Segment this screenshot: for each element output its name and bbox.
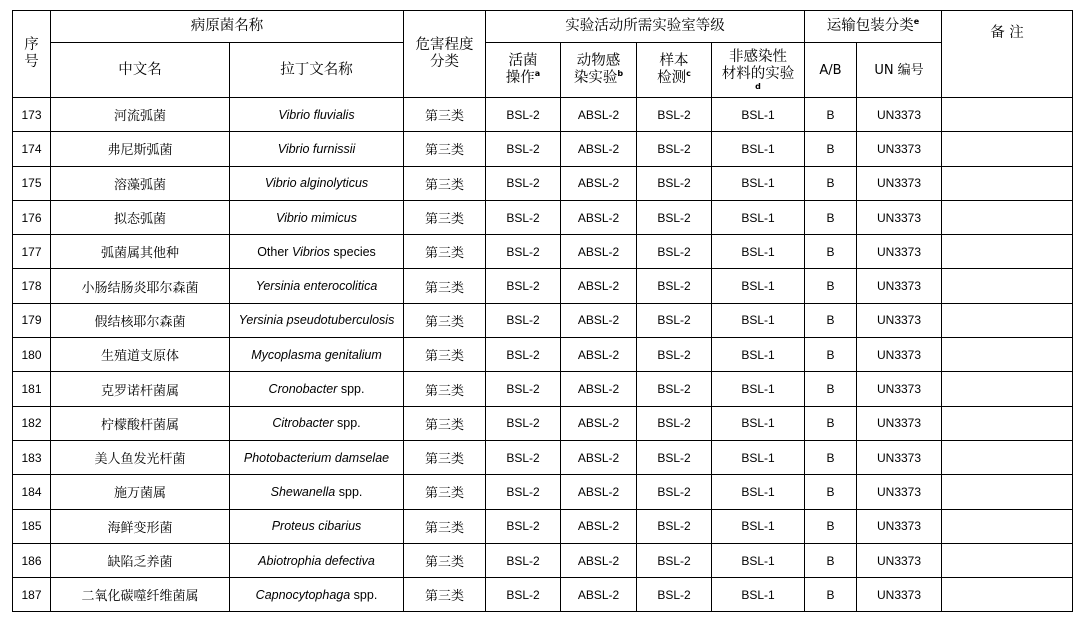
cell-seq: 185 bbox=[13, 509, 51, 543]
header-latin-name: 拉丁文名称 bbox=[230, 43, 404, 98]
cell-hazard: 第三类 bbox=[404, 475, 486, 509]
cell-un: UN3373 bbox=[857, 543, 942, 577]
cell-un: UN3373 bbox=[857, 509, 942, 543]
cell-ab: B bbox=[805, 200, 857, 234]
header-sample-line2: 检测 bbox=[657, 70, 687, 86]
cell-latin-name bbox=[230, 200, 404, 234]
latin-suffix: spp. bbox=[335, 484, 363, 499]
header-animal-line1: 动物感 bbox=[576, 53, 621, 69]
cell-remarks bbox=[942, 98, 1073, 132]
cell-noninfectious: BSL-1 bbox=[712, 200, 805, 234]
cell-un: UN3373 bbox=[857, 338, 942, 372]
cell-latin-name bbox=[230, 372, 404, 406]
cell-latin-name bbox=[230, 509, 404, 543]
table-row bbox=[13, 338, 1073, 372]
cell-latin-name bbox=[230, 543, 404, 577]
cell-seq: 187 bbox=[13, 578, 51, 612]
header-live-culture bbox=[486, 43, 561, 98]
cell-seq: 179 bbox=[13, 303, 51, 337]
cell-chinese-name: 施万菌属 bbox=[51, 475, 230, 509]
cell-animal: ABSL-2 bbox=[561, 269, 637, 303]
header-noninfectious bbox=[712, 43, 805, 98]
cell-sample: BSL-2 bbox=[637, 166, 712, 200]
cell-hazard: 第三类 bbox=[404, 166, 486, 200]
cell-seq: 174 bbox=[13, 132, 51, 166]
table-row bbox=[13, 578, 1073, 612]
cell-live-culture: BSL-2 bbox=[486, 303, 561, 337]
cell-noninfectious: BSL-1 bbox=[712, 98, 805, 132]
table-row bbox=[13, 475, 1073, 509]
latin-italic: Vibrio furnissii bbox=[277, 141, 356, 156]
header-remarks: 备 注 bbox=[942, 11, 1073, 98]
cell-noninfectious: BSL-1 bbox=[712, 303, 805, 337]
cell-chinese-name: 缺陷乏养菌 bbox=[51, 543, 230, 577]
cell-remarks bbox=[942, 235, 1073, 269]
latin-italic: Shewanella bbox=[270, 484, 336, 499]
latin-suffix: spp. bbox=[350, 587, 378, 602]
table-row bbox=[13, 303, 1073, 337]
cell-un: UN3373 bbox=[857, 132, 942, 166]
cell-noninfectious: BSL-1 bbox=[712, 406, 805, 440]
table-row bbox=[13, 509, 1073, 543]
table-row bbox=[13, 98, 1073, 132]
cell-hazard: 第三类 bbox=[404, 269, 486, 303]
cell-live-culture: BSL-2 bbox=[486, 440, 561, 474]
header-lab-level: 实验活动所需实验室等级 bbox=[486, 11, 805, 43]
latin-prefix: Other bbox=[257, 244, 292, 259]
cell-noninfectious: BSL-1 bbox=[712, 578, 805, 612]
header-live-culture-line2: 操作 bbox=[505, 70, 535, 86]
cell-noninfectious: BSL-1 bbox=[712, 372, 805, 406]
table-row bbox=[13, 235, 1073, 269]
cell-sample: BSL-2 bbox=[637, 338, 712, 372]
cell-seq: 176 bbox=[13, 200, 51, 234]
cell-seq: 177 bbox=[13, 235, 51, 269]
table-body bbox=[13, 98, 1073, 612]
header-seq-label: 序号 bbox=[24, 37, 39, 70]
cell-latin-name bbox=[230, 338, 404, 372]
header-transport bbox=[805, 11, 942, 43]
latin-italic: Yersinia enterocolitica bbox=[255, 279, 378, 294]
cell-sample: BSL-2 bbox=[637, 543, 712, 577]
table-row bbox=[13, 372, 1073, 406]
latin-italic: Capnocytophaga bbox=[255, 587, 351, 602]
cell-noninfectious: BSL-1 bbox=[712, 475, 805, 509]
header-noninfectious-line2: 材料的实验 bbox=[721, 66, 795, 82]
cell-ab: B bbox=[805, 406, 857, 440]
latin-suffix: spp. bbox=[337, 382, 365, 397]
cell-latin-name bbox=[230, 235, 404, 269]
cell-noninfectious: BSL-1 bbox=[712, 338, 805, 372]
header-transport-label: 运输包装分类 bbox=[826, 18, 914, 34]
cell-chinese-name: 溶藻弧菌 bbox=[51, 166, 230, 200]
cell-latin-name bbox=[230, 440, 404, 474]
cell-seq: 186 bbox=[13, 543, 51, 577]
cell-live-culture: BSL-2 bbox=[486, 338, 561, 372]
cell-chinese-name: 二氧化碳噬纤维菌属 bbox=[51, 578, 230, 612]
cell-ab: B bbox=[805, 543, 857, 577]
cell-sample: BSL-2 bbox=[637, 509, 712, 543]
cell-live-culture: BSL-2 bbox=[486, 98, 561, 132]
cell-remarks bbox=[942, 475, 1073, 509]
cell-hazard: 第三类 bbox=[404, 578, 486, 612]
cell-hazard: 第三类 bbox=[404, 98, 486, 132]
cell-live-culture: BSL-2 bbox=[486, 475, 561, 509]
header-un: UN 编号 bbox=[857, 43, 942, 98]
cell-ab: B bbox=[805, 440, 857, 474]
latin-italic: Yersinia pseudotuberculosis bbox=[238, 313, 395, 328]
cell-live-culture: BSL-2 bbox=[486, 166, 561, 200]
cell-ab: B bbox=[805, 338, 857, 372]
cell-un: UN3373 bbox=[857, 98, 942, 132]
cell-remarks bbox=[942, 372, 1073, 406]
cell-remarks bbox=[942, 543, 1073, 577]
cell-seq: 173 bbox=[13, 98, 51, 132]
table-row bbox=[13, 166, 1073, 200]
cell-ab: B bbox=[805, 98, 857, 132]
cell-latin-name bbox=[230, 132, 404, 166]
cell-animal: ABSL-2 bbox=[561, 166, 637, 200]
cell-sample: BSL-2 bbox=[637, 475, 712, 509]
cell-un: UN3373 bbox=[857, 475, 942, 509]
table-row bbox=[13, 440, 1073, 474]
cell-sample: BSL-2 bbox=[637, 406, 712, 440]
cell-ab: B bbox=[805, 475, 857, 509]
cell-animal: ABSL-2 bbox=[561, 543, 637, 577]
cell-hazard: 第三类 bbox=[404, 338, 486, 372]
header-sample-note: c bbox=[686, 69, 691, 79]
header-live-culture-line1: 活菌 bbox=[508, 53, 538, 69]
pathogen-table bbox=[12, 10, 1073, 612]
cell-live-culture: BSL-2 bbox=[486, 372, 561, 406]
cell-ab: B bbox=[805, 235, 857, 269]
cell-un: UN3373 bbox=[857, 235, 942, 269]
cell-chinese-name: 假结核耶尔森菌 bbox=[51, 303, 230, 337]
cell-animal: ABSL-2 bbox=[561, 235, 637, 269]
table-row bbox=[13, 132, 1073, 166]
latin-italic: Abiotrophia defectiva bbox=[258, 553, 375, 568]
header-hazard bbox=[404, 11, 486, 98]
cell-hazard: 第三类 bbox=[404, 372, 486, 406]
cell-animal: ABSL-2 bbox=[561, 338, 637, 372]
table-row bbox=[13, 543, 1073, 577]
header-animal-line2: 染实验 bbox=[573, 70, 618, 86]
cell-sample: BSL-2 bbox=[637, 269, 712, 303]
cell-un: UN3373 bbox=[857, 269, 942, 303]
header-hazard-label: 危害程度分类 bbox=[415, 37, 474, 70]
cell-latin-name bbox=[230, 578, 404, 612]
cell-un: UN3373 bbox=[857, 578, 942, 612]
latin-italic: Citrobacter bbox=[272, 416, 334, 431]
latin-italic: Cronobacter bbox=[268, 382, 338, 397]
cell-seq: 181 bbox=[13, 372, 51, 406]
header-transport-note: e bbox=[913, 17, 920, 27]
cell-sample: BSL-2 bbox=[637, 98, 712, 132]
cell-ab: B bbox=[805, 578, 857, 612]
cell-ab: B bbox=[805, 269, 857, 303]
cell-un: UN3373 bbox=[857, 440, 942, 474]
header-animal bbox=[561, 43, 637, 98]
cell-live-culture: BSL-2 bbox=[486, 578, 561, 612]
cell-remarks bbox=[942, 303, 1073, 337]
cell-animal: ABSL-2 bbox=[561, 372, 637, 406]
table-header bbox=[13, 11, 1073, 98]
cell-latin-name bbox=[230, 303, 404, 337]
cell-live-culture: BSL-2 bbox=[486, 509, 561, 543]
cell-un: UN3373 bbox=[857, 406, 942, 440]
cell-un: UN3373 bbox=[857, 372, 942, 406]
cell-latin-name bbox=[230, 166, 404, 200]
cell-chinese-name: 弧菌属其他种 bbox=[51, 235, 230, 269]
cell-noninfectious: BSL-1 bbox=[712, 543, 805, 577]
cell-live-culture: BSL-2 bbox=[486, 200, 561, 234]
cell-un: UN3373 bbox=[857, 200, 942, 234]
cell-latin-name bbox=[230, 475, 404, 509]
cell-ab: B bbox=[805, 509, 857, 543]
cell-seq: 178 bbox=[13, 269, 51, 303]
cell-remarks bbox=[942, 406, 1073, 440]
header-sample bbox=[637, 43, 712, 98]
header-seq bbox=[13, 11, 51, 98]
header-ab: A/B bbox=[805, 43, 857, 98]
cell-sample: BSL-2 bbox=[637, 132, 712, 166]
cell-hazard: 第三类 bbox=[404, 509, 486, 543]
cell-chinese-name: 柠檬酸杆菌属 bbox=[51, 406, 230, 440]
latin-suffix: spp. bbox=[333, 416, 361, 431]
latin-italic: Vibrios bbox=[291, 244, 330, 259]
cell-chinese-name: 生殖道支原体 bbox=[51, 338, 230, 372]
cell-ab: B bbox=[805, 132, 857, 166]
cell-chinese-name: 拟态弧菌 bbox=[51, 200, 230, 234]
cell-sample: BSL-2 bbox=[637, 200, 712, 234]
header-noninfectious-line1: 非感染性 bbox=[729, 49, 787, 65]
cell-live-culture: BSL-2 bbox=[486, 406, 561, 440]
cell-noninfectious: BSL-1 bbox=[712, 509, 805, 543]
latin-italic: Mycoplasma genitalium bbox=[251, 347, 382, 362]
cell-remarks bbox=[942, 578, 1073, 612]
cell-sample: BSL-2 bbox=[637, 578, 712, 612]
cell-chinese-name: 弗尼斯弧菌 bbox=[51, 132, 230, 166]
latin-italic: Photobacterium damselae bbox=[243, 450, 390, 465]
cell-seq: 175 bbox=[13, 166, 51, 200]
cell-ab: B bbox=[805, 303, 857, 337]
latin-italic: Vibrio fluvialis bbox=[278, 107, 355, 122]
latin-italic: Vibrio alginolyticus bbox=[264, 176, 369, 191]
cell-noninfectious: BSL-1 bbox=[712, 440, 805, 474]
table-row bbox=[13, 200, 1073, 234]
cell-un: UN3373 bbox=[857, 303, 942, 337]
cell-live-culture: BSL-2 bbox=[486, 269, 561, 303]
cell-hazard: 第三类 bbox=[404, 132, 486, 166]
cell-ab: B bbox=[805, 166, 857, 200]
table-row bbox=[13, 406, 1073, 440]
cell-ab: B bbox=[805, 372, 857, 406]
cell-animal: ABSL-2 bbox=[561, 578, 637, 612]
cell-animal: ABSL-2 bbox=[561, 303, 637, 337]
latin-italic: Proteus cibarius bbox=[271, 519, 362, 534]
cell-sample: BSL-2 bbox=[637, 372, 712, 406]
cell-noninfectious: BSL-1 bbox=[712, 166, 805, 200]
cell-chinese-name: 河流弧菌 bbox=[51, 98, 230, 132]
cell-sample: BSL-2 bbox=[637, 235, 712, 269]
cell-hazard: 第三类 bbox=[404, 440, 486, 474]
header-animal-note: b bbox=[617, 69, 624, 79]
cell-chinese-name: 克罗诺杆菌属 bbox=[51, 372, 230, 406]
cell-seq: 183 bbox=[13, 440, 51, 474]
cell-chinese-name: 海鲜变形菌 bbox=[51, 509, 230, 543]
cell-chinese-name: 小肠结肠炎耶尔森菌 bbox=[51, 269, 230, 303]
cell-sample: BSL-2 bbox=[637, 303, 712, 337]
cell-remarks bbox=[942, 440, 1073, 474]
cell-hazard: 第三类 bbox=[404, 200, 486, 234]
cell-remarks bbox=[942, 132, 1073, 166]
cell-noninfectious: BSL-1 bbox=[712, 269, 805, 303]
cell-live-culture: BSL-2 bbox=[486, 543, 561, 577]
cell-animal: ABSL-2 bbox=[561, 475, 637, 509]
cell-latin-name bbox=[230, 269, 404, 303]
cell-animal: ABSL-2 bbox=[561, 440, 637, 474]
cell-latin-name bbox=[230, 406, 404, 440]
header-chinese-name: 中文名 bbox=[51, 43, 230, 98]
cell-sample: BSL-2 bbox=[637, 440, 712, 474]
cell-seq: 182 bbox=[13, 406, 51, 440]
cell-latin-name bbox=[230, 98, 404, 132]
cell-hazard: 第三类 bbox=[404, 235, 486, 269]
cell-remarks bbox=[942, 509, 1073, 543]
cell-seq: 180 bbox=[13, 338, 51, 372]
table-row bbox=[13, 269, 1073, 303]
cell-hazard: 第三类 bbox=[404, 543, 486, 577]
cell-remarks bbox=[942, 269, 1073, 303]
cell-animal: ABSL-2 bbox=[561, 98, 637, 132]
cell-live-culture: BSL-2 bbox=[486, 132, 561, 166]
cell-animal: ABSL-2 bbox=[561, 132, 637, 166]
cell-live-culture: BSL-2 bbox=[486, 235, 561, 269]
cell-hazard: 第三类 bbox=[404, 303, 486, 337]
cell-noninfectious: BSL-1 bbox=[712, 235, 805, 269]
cell-remarks bbox=[942, 166, 1073, 200]
header-sample-line1: 样本 bbox=[659, 53, 689, 69]
cell-un: UN3373 bbox=[857, 166, 942, 200]
cell-remarks bbox=[942, 338, 1073, 372]
cell-hazard: 第三类 bbox=[404, 406, 486, 440]
cell-noninfectious: BSL-1 bbox=[712, 132, 805, 166]
header-live-culture-note: a bbox=[534, 69, 541, 79]
header-pathogen-name: 病原菌名称 bbox=[51, 11, 404, 43]
latin-suffix: species bbox=[329, 244, 376, 259]
cell-remarks bbox=[942, 200, 1073, 234]
cell-animal: ABSL-2 bbox=[561, 406, 637, 440]
header-noninfectious-note: d bbox=[755, 82, 761, 91]
cell-animal: ABSL-2 bbox=[561, 200, 637, 234]
latin-italic: Vibrio mimicus bbox=[275, 210, 358, 225]
cell-animal: ABSL-2 bbox=[561, 509, 637, 543]
cell-chinese-name: 美人鱼发光杆菌 bbox=[51, 440, 230, 474]
pathogen-table-container bbox=[12, 10, 1073, 612]
cell-seq: 184 bbox=[13, 475, 51, 509]
